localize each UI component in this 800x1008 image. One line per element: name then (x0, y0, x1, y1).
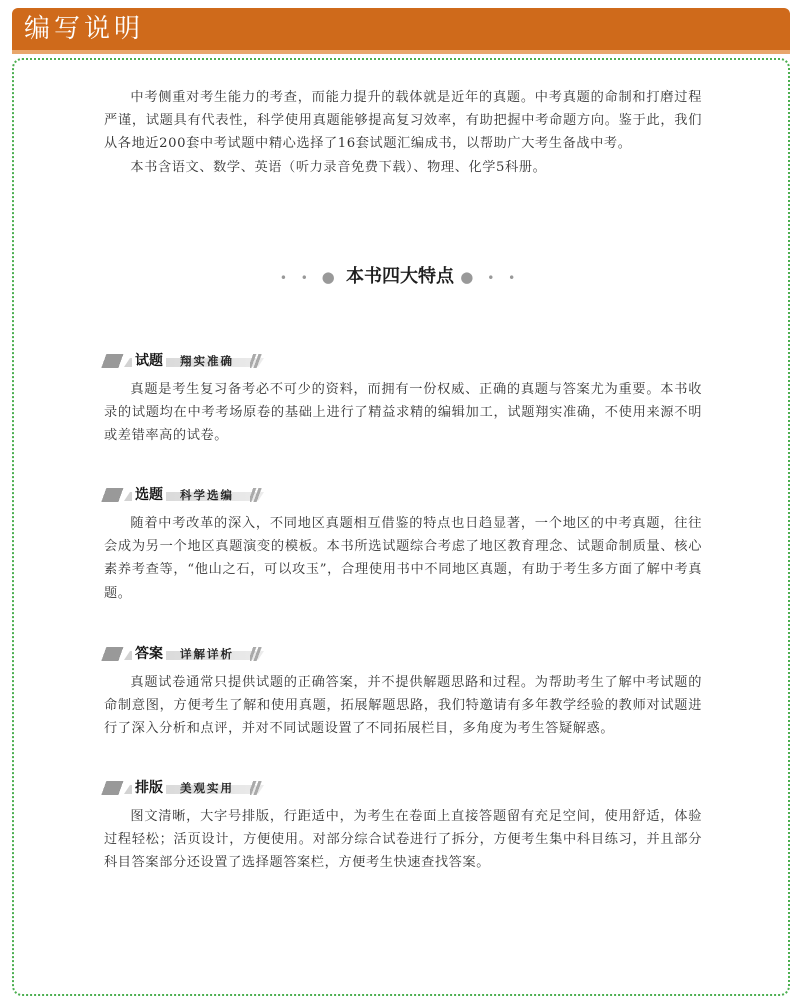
slash-mark (250, 781, 264, 795)
intro-block (104, 86, 702, 179)
slash-mark (250, 354, 264, 368)
features-title: 本书四大特点 (346, 266, 454, 287)
feature-section-layout (104, 777, 702, 875)
dots-decoration: • • (279, 271, 322, 285)
features-heading (0, 262, 800, 288)
section-heading (104, 350, 702, 372)
section-text: 图文清晰，大字号排版，行距适中，为考生在卷面上直接答题留有充足空间，使用舒适，体验过程轻松；活页设计，方便使用。对部分综合试卷进行了拆分，方便考生集中科目练习，并且部分科目答案部分还设置了选择题答案栏，方便考生快速查找答案。 (104, 809, 702, 871)
feature-section-selection (104, 484, 702, 605)
slash-mark (250, 647, 264, 661)
section-name: 试题 (132, 350, 166, 372)
page-title: 编写说明 (24, 14, 145, 44)
section-name: 选题 (132, 484, 166, 506)
intro-paragraph: 本书含语文、数学、英语（听力录音免费下载）、物理、化学5科册。 (130, 159, 547, 175)
dots-decoration: • • (478, 271, 521, 285)
section-subtitle: 详解详析 (180, 647, 234, 661)
section-subtitle: 科学选编 (180, 488, 234, 502)
section-name: 答案 (132, 643, 166, 665)
section-heading (104, 643, 702, 665)
section-subtitle: 美观实用 (180, 781, 234, 795)
section-text: 真题试卷通常只提供试题的正确答案，并不提供解题思路和过程。为帮助考生了解中考试题的命制意图，方便考生了解和使用真题，拓展解题思路，我们特邀请有多年教学经验的教师对试题进行了深入分析和点评，并对不同试题设置了不同拓展栏目，多角度为考生答疑解惑。 (104, 675, 702, 737)
dot-decoration: ● (321, 268, 340, 286)
section-text: 真题是考生复习备考必不可少的资料，而拥有一份权威、正确的真题与答案尤为重要。本书收录的试题均在中考考场原卷的基础上进行了精益求精的编辑加工，试题翔实准确，不使用来源不明或差错率高的试卷。 (104, 382, 702, 444)
header-bar (12, 8, 790, 50)
feature-section-answers (104, 643, 702, 741)
header-strip (12, 50, 790, 54)
section-name: 排版 (132, 777, 166, 799)
dot-decoration: ● (460, 268, 479, 286)
section-heading (104, 777, 702, 799)
feature-section-questions (104, 350, 702, 448)
section-text: 随着中考改革的深入，不同地区真题相互借鉴的特点也日趋显著，一个地区的中考真题，往往会成为另一个地区真题演变的模板。本书所选试题综合考虑了地区教育理念、试题命制质量、核心素养考查等，“他山之石，可以攻玉”，合理使用书中不同地区真题，有助于考生多方面了解中考真题。 (104, 516, 702, 601)
section-subtitle: 翔实准确 (180, 354, 234, 368)
intro-paragraph: 中考侧重对考生能力的考查，而能力提升的载体就是近年的真题。中考真题的命制和打磨过程严谨，试题具有代表性，科学使用真题能够提高复习效率，有助把握中考命题方向。鉴于此，我们从各地近200套中考试题中精心选择了16套试题汇编成书，以帮助广大考生备战中考。 (104, 90, 702, 152)
section-heading (104, 484, 702, 506)
slash-mark (250, 488, 264, 502)
